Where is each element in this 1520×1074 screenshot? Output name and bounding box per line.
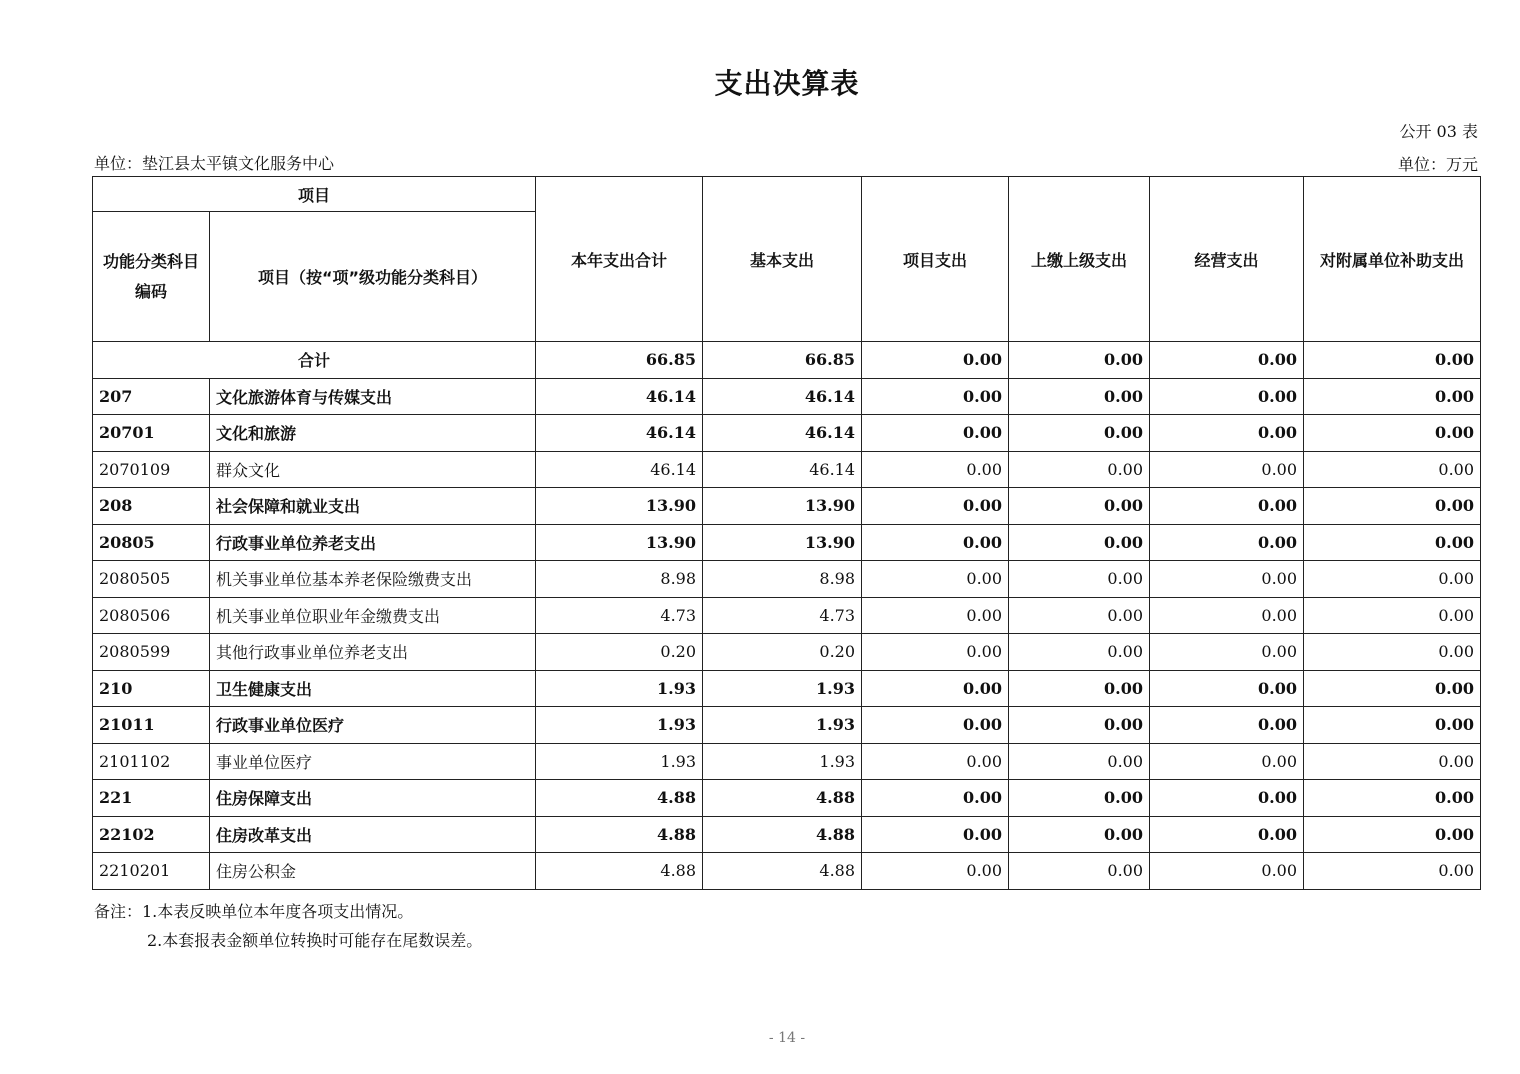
row-value: 0.00 [1150, 378, 1304, 415]
row-value: 0.00 [862, 488, 1009, 525]
header-code: 功能分类科目编码 [93, 212, 210, 342]
total-row [93, 342, 1481, 379]
row-value: 0.00 [1150, 853, 1304, 890]
row-value: 1.93 [536, 743, 703, 780]
row-value: 0.00 [1009, 415, 1150, 452]
header-upper-remit: 上缴上级支出 [1009, 177, 1150, 342]
total-label: 合计 [93, 342, 536, 379]
table-row [93, 561, 1481, 598]
row-value: 0.00 [862, 816, 1009, 853]
row-value: 0.00 [1009, 451, 1150, 488]
row-value: 0.20 [703, 634, 862, 671]
total-value: 0.00 [1304, 342, 1481, 379]
row-value: 0.20 [536, 634, 703, 671]
row-code: 210 [93, 670, 210, 707]
row-value: 0.00 [1304, 634, 1481, 671]
row-value: 46.14 [703, 415, 862, 452]
reporting-unit: 单位：垫江县太平镇文化服务中心 [94, 154, 335, 173]
row-value: 0.00 [1150, 670, 1304, 707]
row-value: 46.14 [703, 378, 862, 415]
row-value: 0.00 [1304, 524, 1481, 561]
row-value: 0.00 [1304, 378, 1481, 415]
table-row [93, 743, 1481, 780]
row-name: 社会保障和就业支出 [210, 488, 536, 525]
row-value: 0.00 [862, 780, 1009, 817]
row-value: 0.00 [1150, 524, 1304, 561]
header-item-name: 项目（按“项”级功能分类科目） [210, 212, 536, 342]
row-name: 住房保障支出 [210, 780, 536, 817]
row-value: 0.00 [1150, 743, 1304, 780]
row-value: 0.00 [1304, 597, 1481, 634]
row-value: 0.00 [1304, 743, 1481, 780]
row-code: 221 [93, 780, 210, 817]
row-value: 0.00 [862, 707, 1009, 744]
row-value: 0.00 [1009, 780, 1150, 817]
row-value: 0.00 [1304, 707, 1481, 744]
page-number: - 14 - [768, 1030, 806, 1046]
form-number: 公开 03 表 [1399, 122, 1478, 141]
row-code: 20701 [93, 415, 210, 452]
row-code: 2101102 [93, 743, 210, 780]
row-name: 文化和旅游 [210, 415, 536, 452]
note-1: 备注：1.本表反映单位本年度各项支出情况。 [94, 902, 414, 921]
row-value: 0.00 [1150, 561, 1304, 598]
row-value: 0.00 [1150, 488, 1304, 525]
row-name: 卫生健康支出 [210, 670, 536, 707]
row-value: 4.88 [536, 816, 703, 853]
row-value: 4.88 [703, 780, 862, 817]
currency-unit: 单位：万元 [1397, 155, 1478, 174]
total-value: 0.00 [1009, 342, 1150, 379]
row-value: 46.14 [536, 415, 703, 452]
row-value: 46.14 [536, 378, 703, 415]
row-value: 0.00 [1304, 853, 1481, 890]
row-value: 4.88 [703, 853, 862, 890]
row-value: 13.90 [536, 524, 703, 561]
table-row [93, 488, 1481, 525]
table-row [93, 451, 1481, 488]
table-row [93, 853, 1481, 890]
row-value: 46.14 [703, 451, 862, 488]
row-value: 0.00 [1304, 670, 1481, 707]
row-code: 20805 [93, 524, 210, 561]
expenditure-table [92, 176, 1481, 890]
row-code: 2210201 [93, 853, 210, 890]
row-value: 13.90 [703, 524, 862, 561]
table-row [93, 597, 1481, 634]
row-value: 0.00 [862, 853, 1009, 890]
row-value: 0.00 [1009, 561, 1150, 598]
row-value: 0.00 [1150, 634, 1304, 671]
row-name: 行政事业单位医疗 [210, 707, 536, 744]
header-basic: 基本支出 [703, 177, 862, 342]
row-value: 0.00 [862, 670, 1009, 707]
total-value: 66.85 [703, 342, 862, 379]
row-value: 0.00 [1009, 488, 1150, 525]
row-value: 0.00 [1150, 707, 1304, 744]
row-value: 4.88 [536, 780, 703, 817]
row-value: 0.00 [1009, 743, 1150, 780]
row-value: 0.00 [1009, 634, 1150, 671]
row-value: 4.73 [536, 597, 703, 634]
row-value: 0.00 [1009, 524, 1150, 561]
row-value: 0.00 [1304, 561, 1481, 598]
header-project: 项目 [93, 177, 536, 212]
row-value: 0.00 [1009, 707, 1150, 744]
row-name: 群众文化 [210, 451, 536, 488]
row-code: 207 [93, 378, 210, 415]
row-value: 4.88 [703, 816, 862, 853]
table-row [93, 670, 1481, 707]
row-code: 2080505 [93, 561, 210, 598]
notes [94, 897, 482, 955]
row-code: 2070109 [93, 451, 210, 488]
row-value: 46.14 [536, 451, 703, 488]
row-value: 8.98 [703, 561, 862, 598]
row-value: 0.00 [1150, 451, 1304, 488]
row-name: 行政事业单位养老支出 [210, 524, 536, 561]
table-row [93, 378, 1481, 415]
report-title: 支出决算表 [714, 67, 860, 100]
row-value: 0.00 [862, 451, 1009, 488]
row-value: 0.00 [1009, 816, 1150, 853]
table-row [93, 816, 1481, 853]
row-name: 事业单位医疗 [210, 743, 536, 780]
row-value: 1.93 [703, 743, 862, 780]
row-value: 1.93 [703, 707, 862, 744]
row-value: 0.00 [1009, 378, 1150, 415]
total-value: 0.00 [1150, 342, 1304, 379]
row-value: 13.90 [703, 488, 862, 525]
row-value: 0.00 [1304, 451, 1481, 488]
header-subsidy: 对附属单位补助支出 [1304, 177, 1481, 342]
row-value: 0.00 [1304, 415, 1481, 452]
row-value: 0.00 [1150, 415, 1304, 452]
header-project-expense: 项目支出 [862, 177, 1009, 342]
row-value: 0.00 [1304, 816, 1481, 853]
header-business: 经营支出 [1150, 177, 1304, 342]
row-value: 0.00 [1009, 597, 1150, 634]
row-value: 4.88 [536, 853, 703, 890]
row-code: 2080506 [93, 597, 210, 634]
row-value: 0.00 [1150, 780, 1304, 817]
row-code: 21011 [93, 707, 210, 744]
row-value: 13.90 [536, 488, 703, 525]
row-value: 1.93 [703, 670, 862, 707]
row-value: 0.00 [862, 597, 1009, 634]
table-row [93, 634, 1481, 671]
row-code: 2080599 [93, 634, 210, 671]
row-value: 0.00 [862, 743, 1009, 780]
table-row [93, 415, 1481, 452]
note-2: 2.本套报表金额单位转换时可能存在尾数误差。 [147, 931, 483, 950]
row-value: 8.98 [536, 561, 703, 598]
row-name: 住房改革支出 [210, 816, 536, 853]
row-value: 1.93 [536, 670, 703, 707]
row-value: 0.00 [1009, 853, 1150, 890]
row-name: 机关事业单位基本养老保险缴费支出 [210, 561, 536, 598]
row-value: 0.00 [1150, 597, 1304, 634]
row-value: 4.73 [703, 597, 862, 634]
row-value: 0.00 [1009, 670, 1150, 707]
header-total: 本年支出合计 [536, 177, 703, 342]
table-row [93, 780, 1481, 817]
row-name: 住房公积金 [210, 853, 536, 890]
total-value: 0.00 [862, 342, 1009, 379]
row-value: 0.00 [862, 634, 1009, 671]
row-name: 文化旅游体育与传媒支出 [210, 378, 536, 415]
table-row [93, 707, 1481, 744]
row-value: 0.00 [1304, 488, 1481, 525]
row-value: 0.00 [1150, 816, 1304, 853]
row-code: 22102 [93, 816, 210, 853]
row-value: 0.00 [1304, 780, 1481, 817]
total-value: 66.85 [536, 342, 703, 379]
row-value: 0.00 [862, 524, 1009, 561]
row-value: 0.00 [862, 415, 1009, 452]
table-row [93, 524, 1481, 561]
row-name: 其他行政事业单位养老支出 [210, 634, 536, 671]
row-value: 1.93 [536, 707, 703, 744]
row-code: 208 [93, 488, 210, 525]
row-value: 0.00 [862, 378, 1009, 415]
row-name: 机关事业单位职业年金缴费支出 [210, 597, 536, 634]
row-value: 0.00 [862, 561, 1009, 598]
